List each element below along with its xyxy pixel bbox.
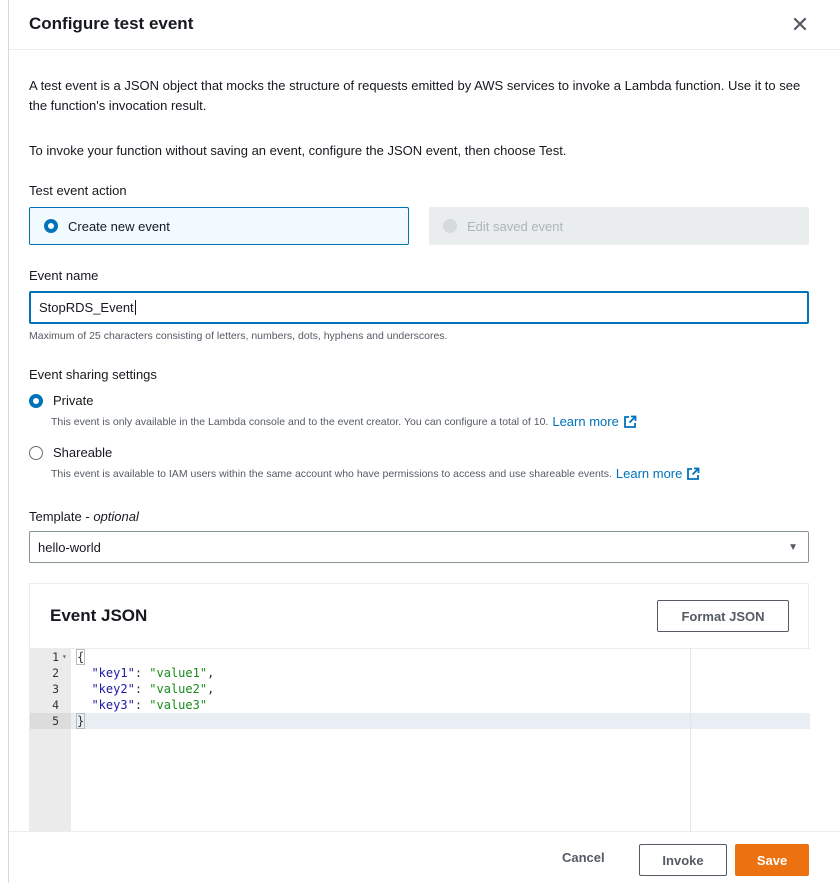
- private-description: [51, 414, 637, 429]
- cancel-button[interactable]: Cancel: [562, 850, 605, 865]
- shareable-label: Shareable: [53, 445, 113, 460]
- code-line: "key1": "value1",: [91, 666, 215, 680]
- configure-test-event-modal: [8, 0, 840, 883]
- code-line: "key2": "value2",: [91, 682, 215, 696]
- radio-selected-icon: [29, 394, 43, 408]
- event-json-title: Event JSON: [50, 606, 148, 625]
- learn-more-label: Learn more: [615, 466, 683, 481]
- line-number: 1: [52, 650, 59, 664]
- json-code-editor[interactable]: [30, 648, 810, 832]
- shareable-option[interactable]: [29, 445, 112, 460]
- modal-instructions: To invoke your function without saving an event, configure the JSON event, then choose Test.: [29, 143, 567, 158]
- shareable-description: [51, 466, 700, 481]
- code-line: {: [77, 650, 85, 664]
- caret-down-icon: ▼: [788, 542, 798, 553]
- learn-more-label: Learn more: [552, 414, 619, 429]
- active-line-highlight: [71, 713, 810, 729]
- text-cursor: [135, 300, 136, 315]
- event-json-panel: [29, 583, 809, 831]
- external-link-icon: [623, 415, 637, 429]
- modal-footer: [9, 831, 840, 883]
- code-line: }: [77, 714, 85, 728]
- learn-more-link[interactable]: [616, 466, 700, 481]
- event-name-label: Event name: [29, 268, 99, 283]
- fold-arrow-icon[interactable]: ▾: [62, 652, 67, 661]
- learn-more-link[interactable]: [552, 414, 636, 429]
- modal-header: [9, 0, 840, 50]
- line-number: 5: [52, 714, 59, 728]
- radio-selected-icon: [44, 219, 58, 233]
- modal-description: A test event is a JSON object that mocks the structure of requests emitted by AWS services to invoke a Lambda function. Use it to see the function's invocation result.: [29, 78, 801, 113]
- private-option[interactable]: [29, 393, 93, 408]
- event-name-hint: Maximum of 25 characters consisting of letters, numbers, dots, hyphens and underscores.: [29, 330, 448, 342]
- event-name-value: StopRDS_Event: [39, 300, 134, 315]
- edit-saved-event-label: Edit saved event: [467, 218, 564, 234]
- radio-unselected-icon: [29, 446, 43, 460]
- template-select[interactable]: [29, 531, 809, 563]
- format-json-button[interactable]: Format JSON: [657, 600, 789, 632]
- template-optional-text: optional: [93, 509, 139, 524]
- external-link-icon: [686, 467, 700, 481]
- radio-disabled-icon: [443, 219, 457, 233]
- line-number: 2: [52, 666, 59, 680]
- test-event-action-label: Test event action: [29, 183, 127, 198]
- create-new-event-label: Create new event: [68, 218, 170, 234]
- invoke-button[interactable]: Invoke: [639, 844, 727, 876]
- template-label-text: Template: [29, 509, 82, 524]
- close-icon[interactable]: ✕: [790, 12, 810, 37]
- save-button[interactable]: Save: [735, 844, 809, 876]
- create-new-event-tile[interactable]: [29, 207, 409, 245]
- private-label: Private: [53, 393, 94, 408]
- code-line: "key3": "value3": [91, 698, 208, 712]
- print-margin: [690, 649, 691, 833]
- private-description-text: This event is only available in the Lambda console and to the event creator. You can configure a total of 10.: [51, 415, 549, 428]
- event-name-input[interactable]: [29, 291, 809, 324]
- modal-title: Configure test event: [29, 14, 194, 33]
- template-value: hello-world: [38, 540, 101, 555]
- line-number: 3: [52, 682, 59, 696]
- edit-saved-event-tile: [429, 207, 809, 245]
- shareable-description-text: This event is available to IAM users within the same account who have permissions to access and use shareable events.: [51, 467, 612, 480]
- sharing-settings-label: Event sharing settings: [29, 367, 157, 382]
- template-label: Template - optional: [29, 509, 139, 524]
- line-number: 4: [52, 698, 59, 712]
